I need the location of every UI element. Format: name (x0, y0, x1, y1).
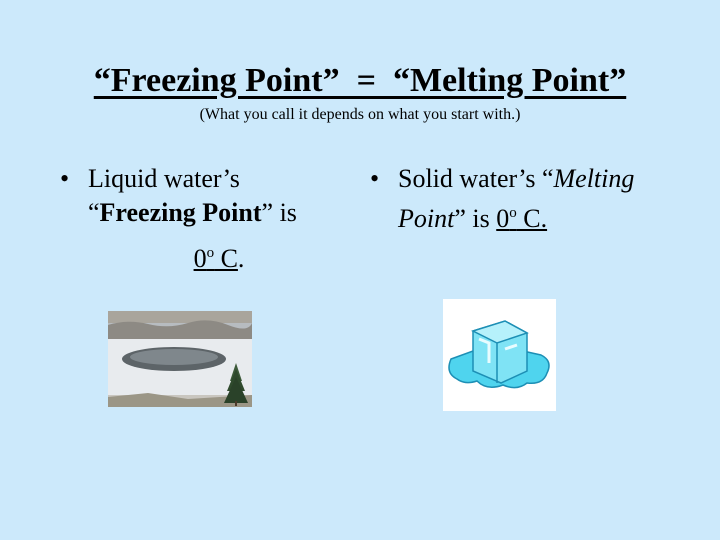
freezing-point-term: Freezing Point (99, 198, 262, 227)
left-bullet-text: Liquid water’s “Freezing Point” is (88, 164, 297, 227)
bullet-marker: • (370, 164, 380, 193)
left-bullet-point (60, 162, 350, 276)
slide-title: “Freezing Point” = “Melting Point” (93, 62, 627, 99)
melting-ice-cube-image (443, 299, 556, 411)
slide-subtitle: (What you call it depends on what you start with.) (199, 106, 521, 123)
bullet-marker: • (60, 164, 70, 193)
right-temperature: 0$^o$ C. (496, 204, 548, 233)
left-temperature: 0$^o$ C. (193, 244, 245, 273)
point-term: Point (398, 204, 455, 233)
melting-term: Melting (553, 164, 635, 193)
right-bullet-text: Solid water’s “Melting Point” is 0$^o$ C. (398, 164, 635, 233)
right-bullet-point (370, 162, 700, 236)
frozen-pond-photo (108, 311, 252, 407)
